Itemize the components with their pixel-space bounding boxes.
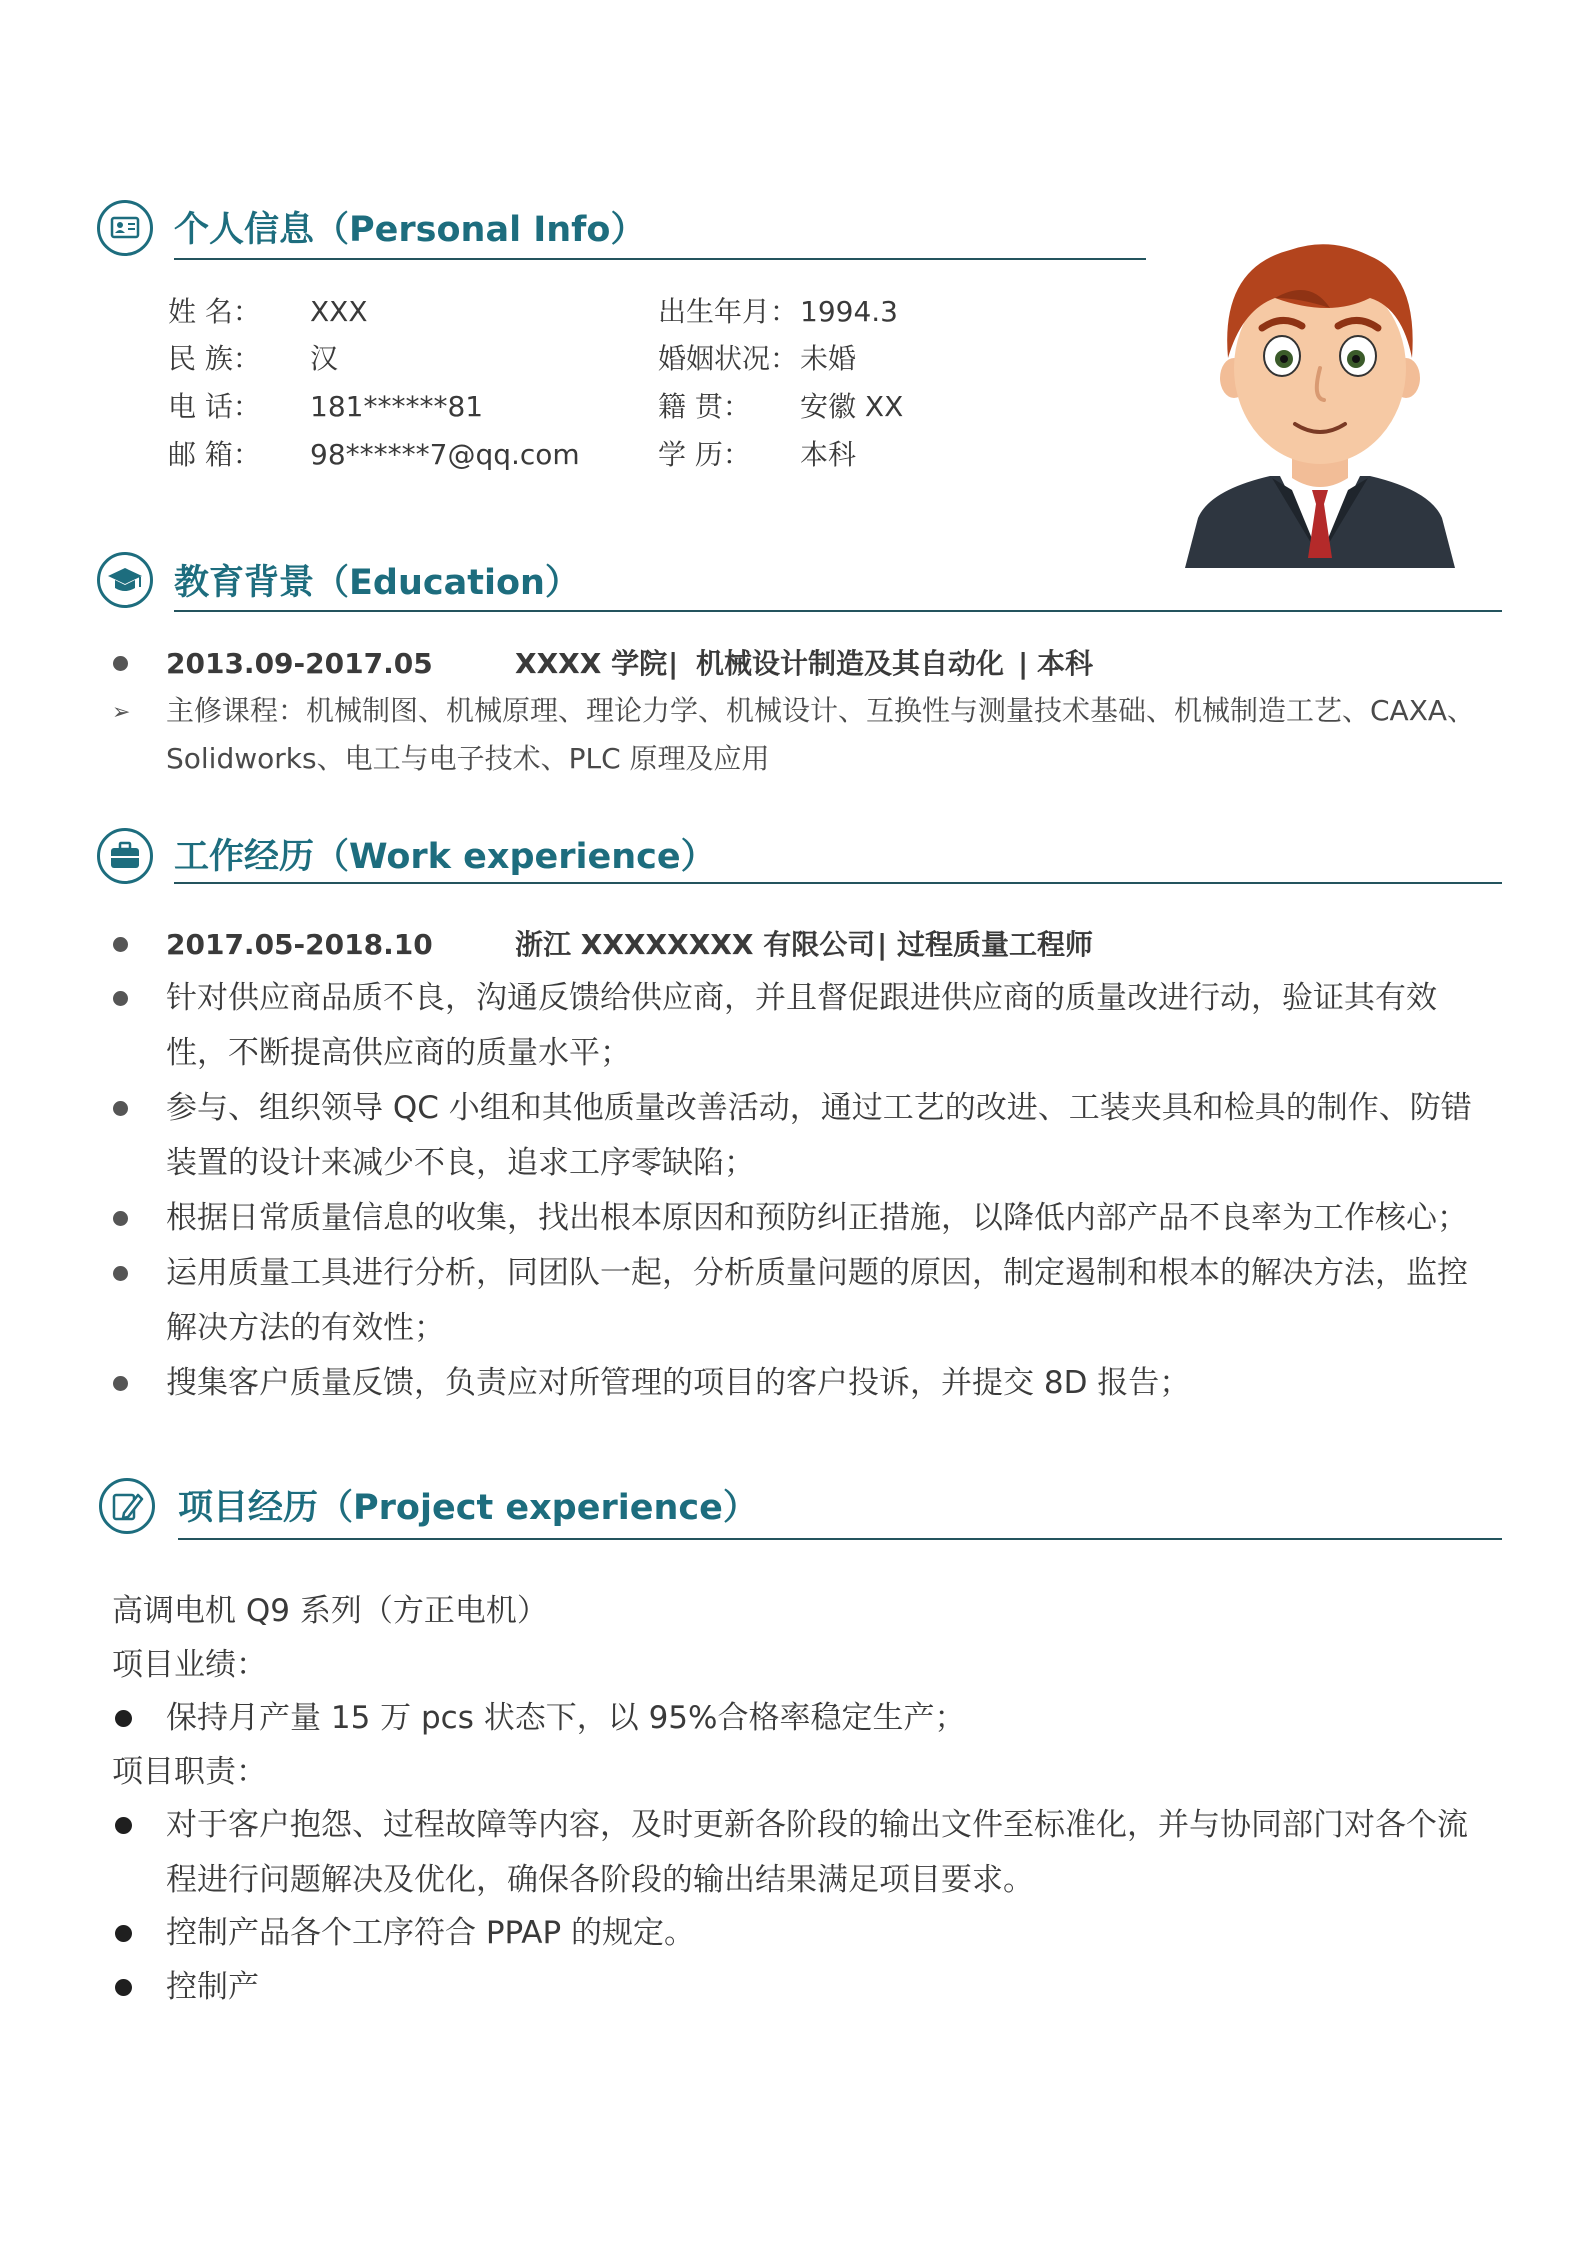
project-duty: 控制产 [166, 1969, 259, 2005]
info-value-birth: 1994.3 [800, 295, 898, 328]
info-label-hometown: 籍 贯： [658, 390, 751, 423]
section-rule-project [178, 1538, 1502, 1540]
bullet-dot [113, 991, 128, 1006]
bullet-dot [115, 1710, 132, 1727]
section-title-work: 工作经历（Work experience） [174, 837, 716, 877]
bullet-dot [113, 1211, 128, 1226]
work-item: 针对供应商品质不良，沟通反馈给供应商，并且督促跟进供应商的质量改进行动，验证其有效性，不断提高供应商的质量水平； [166, 980, 1437, 1071]
arrow-bullet-icon: ➢ [112, 700, 131, 725]
bullet-dot [115, 1817, 132, 1834]
id-card-icon [97, 200, 153, 256]
info-value-hometown: 安徽 XX [800, 390, 904, 423]
section-rule-personal [174, 258, 1146, 260]
info-label-marital: 婚姻状况： [658, 342, 799, 375]
bullet-dot [113, 1266, 128, 1281]
project-achievement: 保持月产量 15 万 pcs 状态下，以 95%合格率稳定生产； [166, 1700, 966, 1736]
work-item: 根据日常质量信息的收集，找出根本原因和预防纠正措施，以降低内部产品不良率为工作核心； [166, 1200, 1468, 1236]
project-achievements-label: 项目业绩： [112, 1647, 267, 1683]
briefcase-icon [97, 828, 153, 884]
info-value-email: 98******7@qq.com [310, 438, 580, 471]
education-degree: 本科 [1037, 647, 1094, 680]
work-item: 参与、组织领导 QC 小组和其他质量改善活动，通过工艺的改进、工装夹具和检具的制作、防错装置的设计来减少不良，追求工序零缺陷； [166, 1090, 1472, 1181]
info-label-ethnicity: 民 族： [168, 342, 261, 375]
section-title-education: 教育背景（Education） [174, 563, 580, 603]
bullet-dot [115, 1979, 132, 1996]
work-period: 2017.05-2018.10 [166, 928, 433, 961]
section-rule-education [174, 610, 1502, 612]
info-value-marital: 未婚 [800, 342, 857, 375]
section-title-project: 项目经历（Project experience） [178, 1488, 758, 1528]
project-duty: 对于客户抱怨、过程故障等内容，及时更新各阶段的输出文件至标准化，并与协同部门对各个流程进行问题解决及优化，确保各阶段的输出结果满足项目要求。 [166, 1807, 1468, 1898]
project-duty: 控制产品各个工序符合 PPAP 的规定。 [166, 1915, 696, 1951]
info-label-name: 姓 名： [168, 295, 261, 328]
section-title-personal: 个人信息（Personal Info） [174, 210, 646, 250]
bullet-dot [113, 937, 128, 952]
work-position: 过程质量工程师 [897, 928, 1094, 961]
bullet-dot [113, 1376, 128, 1391]
project-name: 高调电机 Q9 系列（方正电机） [112, 1593, 548, 1629]
info-value-degree: 本科 [800, 438, 857, 471]
education-courses: 主修课程：机械制图、机械原理、理论力学、机械设计、互换性与测量技术基础、机械制造工艺、CAXA、Solidworks、电工与电子技术、PLC 原理及应用 [166, 694, 1476, 775]
education-major: 机械设计制造及其自动化 [696, 647, 1005, 680]
info-value-phone: 181******81 [310, 390, 484, 423]
info-label-birth: 出生年月： [658, 295, 799, 328]
bullet-dot [113, 1101, 128, 1116]
work-item: 搜集客户质量反馈，负责应对所管理的项目的客户投诉，并提交 8D 报告； [166, 1365, 1191, 1401]
info-value-name: XXX [310, 295, 368, 328]
project-duties-label: 项目职责： [112, 1754, 267, 1790]
separator: | [1018, 647, 1029, 680]
education-school: XXXX 学院 [515, 647, 668, 680]
pencil-edit-icon [99, 1478, 155, 1534]
info-label-email: 邮 箱： [168, 438, 261, 471]
info-value-ethnicity: 汉 [310, 342, 339, 375]
bullet-dot [115, 1925, 132, 1942]
separator: | [668, 647, 679, 680]
education-period: 2013.09-2017.05 [166, 647, 433, 680]
graduation-cap-icon [97, 552, 153, 608]
work-item: 运用质量工具进行分析，同团队一起，分析质量问题的原因，制定遏制和根本的解决方法，监控解决方法的有效性； [166, 1255, 1468, 1346]
separator: | [877, 928, 888, 961]
section-rule-work [174, 882, 1502, 884]
info-label-phone: 电 话： [168, 390, 261, 423]
work-company: 浙江 XXXXXXXX 有限公司 [515, 928, 876, 961]
info-label-degree: 学 历： [658, 438, 751, 471]
avatar [1180, 228, 1460, 568]
bullet-dot [113, 656, 128, 671]
